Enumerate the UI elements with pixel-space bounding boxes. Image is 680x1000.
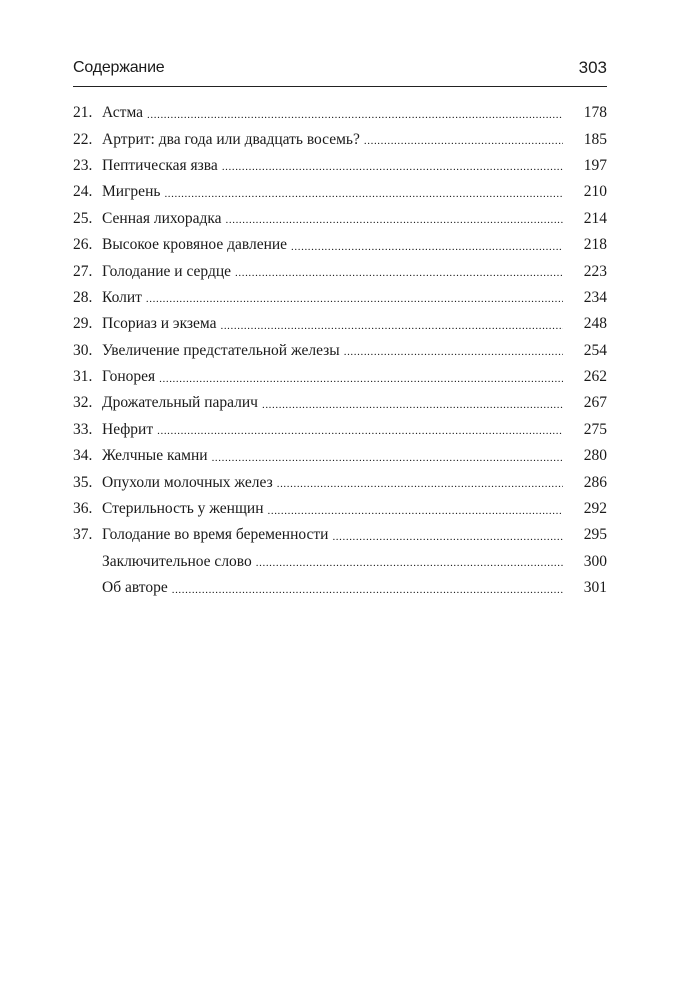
toc-entry-page: 223 [583,262,607,280]
toc-entry-number: 29. [73,315,93,333]
toc-entry-page: 254 [583,341,607,359]
toc-entry-page: 210 [583,183,607,201]
toc-entry-number: 28. [73,288,93,306]
toc-entry-title: Заключительное слово [102,552,252,570]
toc-dot-leader [220,321,563,332]
toc-entry [73,179,607,205]
toc-dot-leader [222,162,563,173]
toc-entry-number: 27. [73,262,93,280]
toc-entry-title: Артрит: два года или двадцать восемь? [102,130,360,148]
toc-entry-page: 248 [583,315,607,333]
toc-dot-leader [291,242,563,253]
toc-dot-leader [172,585,563,596]
toc-entry-page: 178 [583,104,607,122]
toc-entry-page: 234 [583,288,607,306]
toc-dot-leader [332,532,563,543]
toc-entry [73,575,607,601]
toc-entry [73,496,607,522]
toc-entry-number: 23. [73,156,93,174]
running-head [73,56,607,87]
toc-entry-title: Мигрень [102,183,161,201]
toc-dot-leader [256,558,563,569]
toc-entry-title: Астма [102,104,144,122]
toc-dot-leader [212,453,563,464]
toc-entry-number: 22. [73,130,93,148]
toc-dot-leader [159,374,563,385]
running-head-page-number: 303 [578,58,607,77]
toc-entry-title: Гонорея [102,368,156,386]
toc-entry-page: 262 [583,368,607,386]
toc-dot-leader [268,506,564,517]
toc-entry [73,285,607,311]
toc-entry-number: 32. [73,394,93,412]
toc-entry-number: 34. [73,447,93,465]
toc-entry [73,232,607,258]
toc-dot-leader [364,136,563,147]
toc-entry-page: 286 [583,473,607,491]
toc-entry-title: Высокое кровяное давление [102,236,288,254]
toc-entry-title: Сенная лихорадка [102,209,222,227]
toc-entry-title: Голодание и сердце [102,262,232,280]
toc-entry-number: 25. [73,209,93,227]
toc-entry-page: 292 [583,500,607,518]
toc-entry [73,522,607,548]
toc-entry [73,364,607,390]
toc-entry-title: Желчные камни [102,447,208,465]
toc-entry-title: Нефрит [102,420,154,438]
toc-entry [73,469,607,495]
running-head-title: Содержание [73,59,165,76]
table-of-contents [73,100,607,601]
toc-dot-leader [262,400,563,411]
toc-entry [73,258,607,284]
toc-entry-number: 37. [73,526,93,544]
toc-dot-leader [157,426,563,437]
toc-entry-page: 267 [583,394,607,412]
toc-dot-leader [147,110,563,121]
toc-entry [73,206,607,232]
toc-entry-page: 275 [583,420,607,438]
toc-entry-title: Увеличение предстательной железы [102,341,340,359]
toc-entry [73,153,607,179]
toc-entry-page: 301 [583,579,607,597]
toc-entry-number: 26. [73,236,93,254]
toc-entry-page: 218 [583,236,607,254]
toc-entry [73,443,607,469]
toc-entry-number: 35. [73,473,93,491]
toc-entry-number: 21. [73,104,93,122]
toc-entry-title: Пептическая язва [102,156,218,174]
toc-entry [73,390,607,416]
toc-entry-number: 33. [73,420,93,438]
toc-entry-title: Голодание во время беременности [102,526,329,544]
toc-entry [73,100,607,126]
toc-entry-page: 214 [583,209,607,227]
toc-dot-leader [235,268,563,279]
toc-entry-number: 36. [73,500,93,518]
toc-dot-leader [146,294,563,305]
toc-entry-title: Колит [102,288,142,306]
toc-entry-number: 30. [73,341,93,359]
toc-entry-title: Стерильность у женщин [102,500,264,518]
toc-entry [73,311,607,337]
toc-dot-leader [344,347,563,358]
toc-entry-page: 197 [583,156,607,174]
toc-entry [73,417,607,443]
toc-entry-title: Опухоли молочных желез [102,473,273,491]
toc-entry-title: Об авторе [102,579,168,597]
toc-entry [73,338,607,364]
toc-entry-number: 31. [73,368,93,386]
toc-dot-leader [164,189,563,200]
toc-dot-leader [277,479,563,490]
toc-entry [73,126,607,152]
toc-dot-leader [226,215,563,226]
toc-entry-page: 280 [583,447,607,465]
toc-entry-title: Дрожательный паралич [102,394,258,412]
toc-entry [73,549,607,575]
toc-entry-page: 300 [583,552,607,570]
toc-entry-title: Псориаз и экзема [102,315,217,333]
toc-entry-page: 185 [583,130,607,148]
toc-entry-page: 295 [583,526,607,544]
toc-entry-number: 24. [73,183,93,201]
